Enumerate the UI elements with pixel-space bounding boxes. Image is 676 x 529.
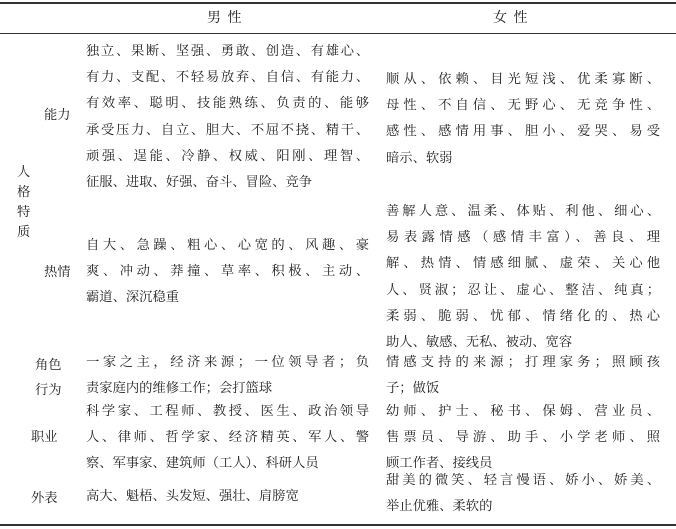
ability-male-cell (86, 39, 369, 196)
career-female-line: 顾工作者、接线员 (386, 456, 493, 472)
passion-male-line: 自大、急躁、粗心、心宽的、风趣、豪 (86, 238, 369, 253)
passion-female-line: 人、贤淑；忍让、虚心、整洁、纯真； (386, 282, 660, 298)
ability-male-line: 独立、果断、坚强、勇敢、创造、有雄心、 (86, 44, 369, 59)
role-male-line: 责家庭内的维修工作；会打篮球 (86, 381, 273, 397)
career-female-line: 售票员、导游、助手、小学老师、照 (386, 430, 660, 446)
row-label-passion: 热情 (44, 265, 71, 280)
passion-female-line: 易表露情感（感情丰富）、善良、理 (386, 230, 660, 246)
ability-male-line: 征服、进取、好强、奋斗、冒险、竞争 (86, 175, 313, 191)
career-female-cell (386, 399, 660, 478)
header-male: 男 性 (207, 10, 243, 26)
row-label-career: 职业 (31, 430, 58, 445)
passion-female-line: 解、热情、情感细腻、虚荣、关心他 (386, 256, 660, 272)
ability-male-line: 顽强、逞能、冷静、权威、阳刚、理智、 (86, 148, 369, 164)
role-female-line: 情感支持的来源；打理家务；照顾孩 (386, 355, 660, 370)
ability-female-line: 顺从、依赖、目光短浅、优柔寡断、 (386, 72, 660, 87)
ability-female-line: 感性、感情用事、胆小、爱哭、易受 (386, 124, 660, 140)
ability-male-line: 有效率、聪明、技能熟练、负责的、能够 (86, 96, 369, 112)
passion-female-cell (386, 199, 660, 356)
career-male-line: 科学家、工程师、教授、医生、政治领导 (86, 404, 369, 419)
role-male-cell (86, 350, 369, 402)
career-female-line: 幼师、护士、秘书、保姆、营业员、 (386, 404, 660, 419)
career-male-line: 察、军事家、建筑师（工人）、科研人员 (86, 456, 319, 472)
ability-female-line: 暗示、软弱 (386, 150, 453, 166)
ability-male-line: 有力、支配、不轻易放弃、自信、有能力、 (86, 70, 369, 86)
ability-female-line: 母性、不自信、无野心、无竞争性、 (386, 98, 660, 114)
header-female: 女 性 (493, 10, 529, 26)
appearance-female-line: 甜美的微笑、轻言慢语、娇小、娇美、 (386, 473, 660, 488)
appearance-male-line: 高大、魁梧、头发短、强壮、肩膀宽 (86, 489, 299, 504)
passion-male-cell (86, 233, 369, 312)
role-male-line: 一家之主，经济来源；一位领导者；负 (86, 355, 369, 370)
career-male-cell (86, 399, 369, 478)
career-male-line: 人、律师、哲学家、经济精英、军人、警 (86, 430, 369, 446)
row-label-appearance: 外表 (31, 491, 58, 506)
passion-female-line: 助人、敏感、无私、被动、宽容 (386, 335, 573, 351)
passion-female-line: 柔弱、脆弱、忧郁、情绪化的、热心 (386, 308, 660, 324)
passion-female-line: 善解人意、温柔、体贴、利他、细心、 (386, 204, 660, 219)
row-label-ability: 能力 (44, 108, 71, 123)
passion-male-line: 霸道、深沉稳重 (86, 290, 180, 306)
role-female-cell (386, 350, 660, 402)
appearance-male-cell (86, 484, 369, 510)
role-female-line: 子；做饭 (386, 381, 440, 397)
appearance-female-line: 举止优雅、柔软的 (386, 499, 493, 515)
top-rule (0, 2, 676, 4)
header-rule (0, 33, 676, 34)
group-label-personality: 人格特质 (17, 165, 31, 240)
appearance-female-cell (386, 468, 660, 520)
ability-male-line: 承受压力、自立、胆大、不屈不挠、精干、 (86, 122, 369, 138)
passion-male-line: 爽、冲动、莽撞、草率、积极、主动、 (86, 264, 369, 280)
ability-female-cell (386, 67, 660, 172)
bottom-rule (0, 524, 676, 526)
row-label-role: 角色行为 (35, 358, 62, 398)
